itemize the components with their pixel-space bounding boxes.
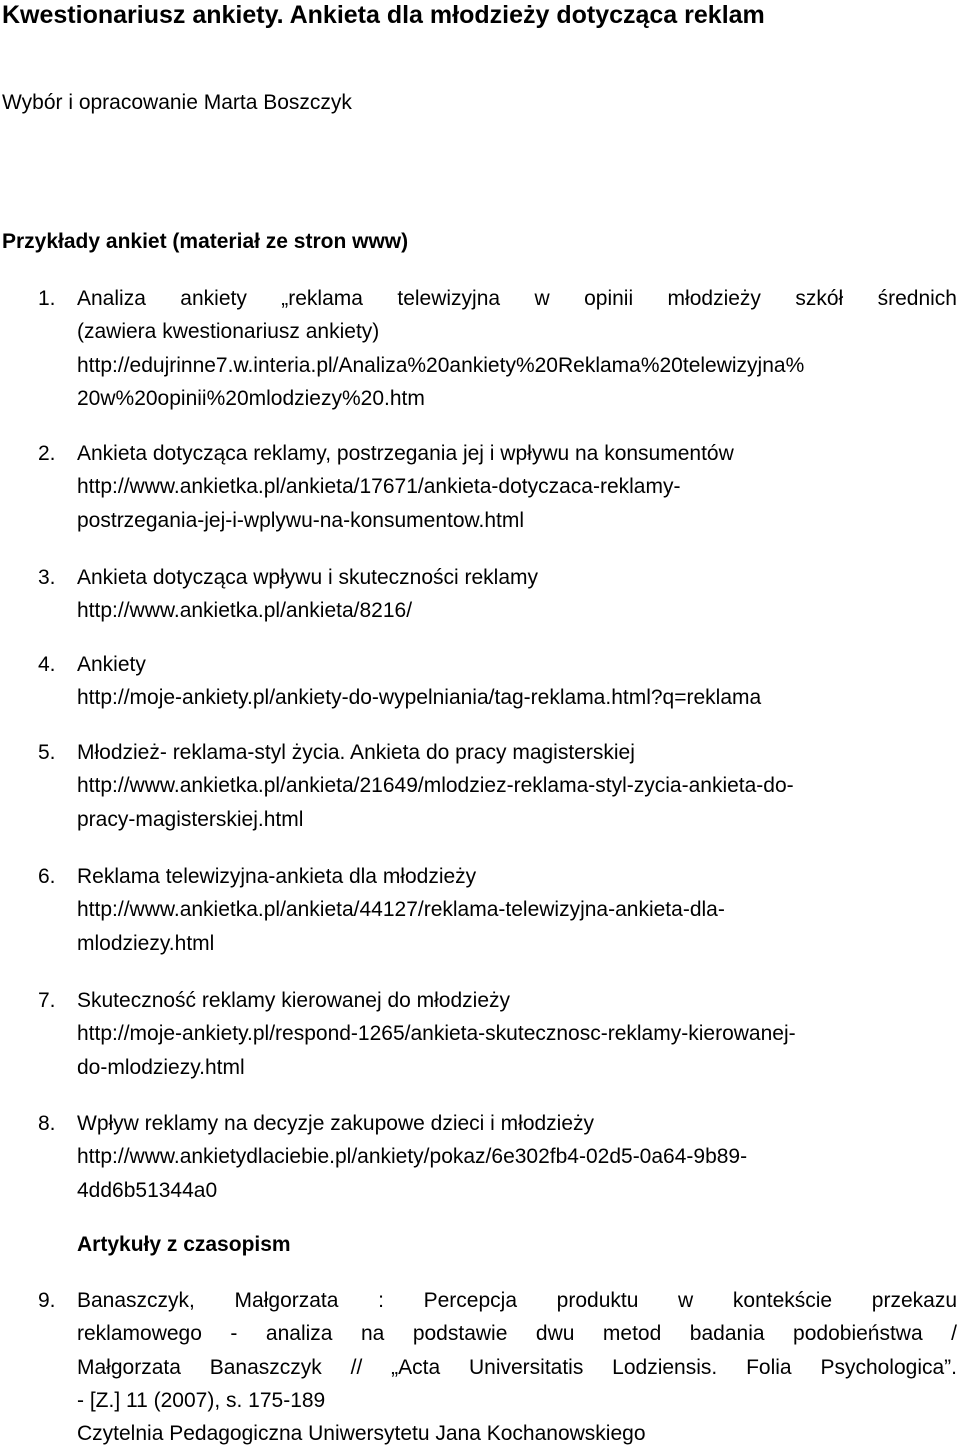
item-url-continued[interactable]: 20w%20opinii%20mlodziezy%20.htm xyxy=(77,386,425,410)
item-url[interactable]: http://www.ankietka.pl/ankieta/44127/reklama-telewizyjna-ankieta-dla- xyxy=(77,898,725,922)
list-item-number: 9. xyxy=(38,1289,56,1312)
list-item-number: 7. xyxy=(38,989,56,1012)
document-title: Kwestionariusz ankiety. Ankieta dla młodzieży dotycząca reklam xyxy=(2,1,765,29)
list-item-number: 1. xyxy=(38,287,56,310)
item-url[interactable]: http://www.ankietydlaciebie.pl/ankiety/pokaz/6e302fb4-02d5-0a64-9b89- xyxy=(77,1145,748,1169)
list-item-number: 8. xyxy=(38,1112,56,1135)
item-title: Ankieta dotycząca reklamy, postrzegania jej i wpływu na konsumentów xyxy=(77,442,734,465)
item-title: Ankiety xyxy=(77,653,146,676)
list-item-number: 4. xyxy=(38,653,56,676)
item-url[interactable]: http://moje-ankiety.pl/ankiety-do-wypelniania/tag-reklama.html?q=reklama xyxy=(77,686,762,710)
item-url-continued[interactable]: mlodziezy.html xyxy=(77,931,215,955)
citation-line: Małgorzata Banaszczyk // „Acta Universitatis Lodziensis. Folia Psychologica”. xyxy=(77,1355,957,1379)
section-heading-websites: Przykłady ankiet (materiał ze stron www) xyxy=(2,230,409,253)
item-url-continued[interactable]: 4dd6b51344a0 xyxy=(77,1178,218,1202)
citation-line: - [Z.] 11 (2007), s. 175-189 xyxy=(77,1388,326,1412)
item-url[interactable]: http://edujrinne7.w.interia.pl/Analiza%20ankiety%20Reklama%20telewizyjna% xyxy=(77,353,805,377)
item-url[interactable]: http://moje-ankiety.pl/respond-1265/ankieta-skutecznosc-reklamy-kierowanej- xyxy=(77,1022,796,1046)
item-title: Skuteczność reklamy kierowanej do młodzieży xyxy=(77,989,511,1012)
item-title: Młodzież- reklama-styl życia. Ankieta do pracy magisterskiej xyxy=(77,741,635,764)
item-title: Wpływ reklamy na decyzje zakupowe dzieci i młodzieży xyxy=(77,1112,595,1135)
item-title: Ankieta dotycząca wpływu i skuteczności reklamy xyxy=(77,566,539,589)
list-item-number: 5. xyxy=(38,741,56,764)
list-item-number: 2. xyxy=(38,442,56,465)
item-url[interactable]: http://www.ankietka.pl/ankieta/21649/mlodziez-reklama-styl-zycia-ankieta-do- xyxy=(77,774,794,798)
citation-location: Czytelnia Pedagogiczna Uniwersytetu Jana Kochanowskiego xyxy=(77,1422,646,1446)
list-item-number: 6. xyxy=(38,865,56,888)
item-title: Analiza ankiety „reklama telewizyjna w opinii młodzieży szkół średnich xyxy=(77,287,957,310)
item-url[interactable]: http://www.ankietka.pl/ankieta/8216/ xyxy=(77,599,413,623)
author-line: Wybór i opracowanie Marta Boszczyk xyxy=(2,91,352,114)
item-url-continued[interactable]: do-mlodziezy.html xyxy=(77,1055,245,1079)
citation-line: reklamowego - analiza na podstawie dwu metod badania podobieństwa / xyxy=(77,1322,957,1346)
list-item-number: 3. xyxy=(38,566,56,589)
item-description: (zawiera kwestionariusz ankiety) xyxy=(77,320,380,344)
citation-line: Banaszczyk, Małgorzata : Percepcja produktu w kontekście przekazu xyxy=(77,1289,957,1312)
section-heading-articles: Artykuły z czasopism xyxy=(77,1233,291,1256)
item-url-continued[interactable]: postrzegania-jej-i-wplywu-na-konsumentow.html xyxy=(77,508,525,532)
item-url-continued[interactable]: pracy-magisterskiej.html xyxy=(77,807,304,831)
item-url[interactable]: http://www.ankietka.pl/ankieta/17671/ankieta-dotyczaca-reklamy- xyxy=(77,475,681,499)
item-title: Reklama telewizyjna-ankieta dla młodzieży xyxy=(77,865,477,888)
